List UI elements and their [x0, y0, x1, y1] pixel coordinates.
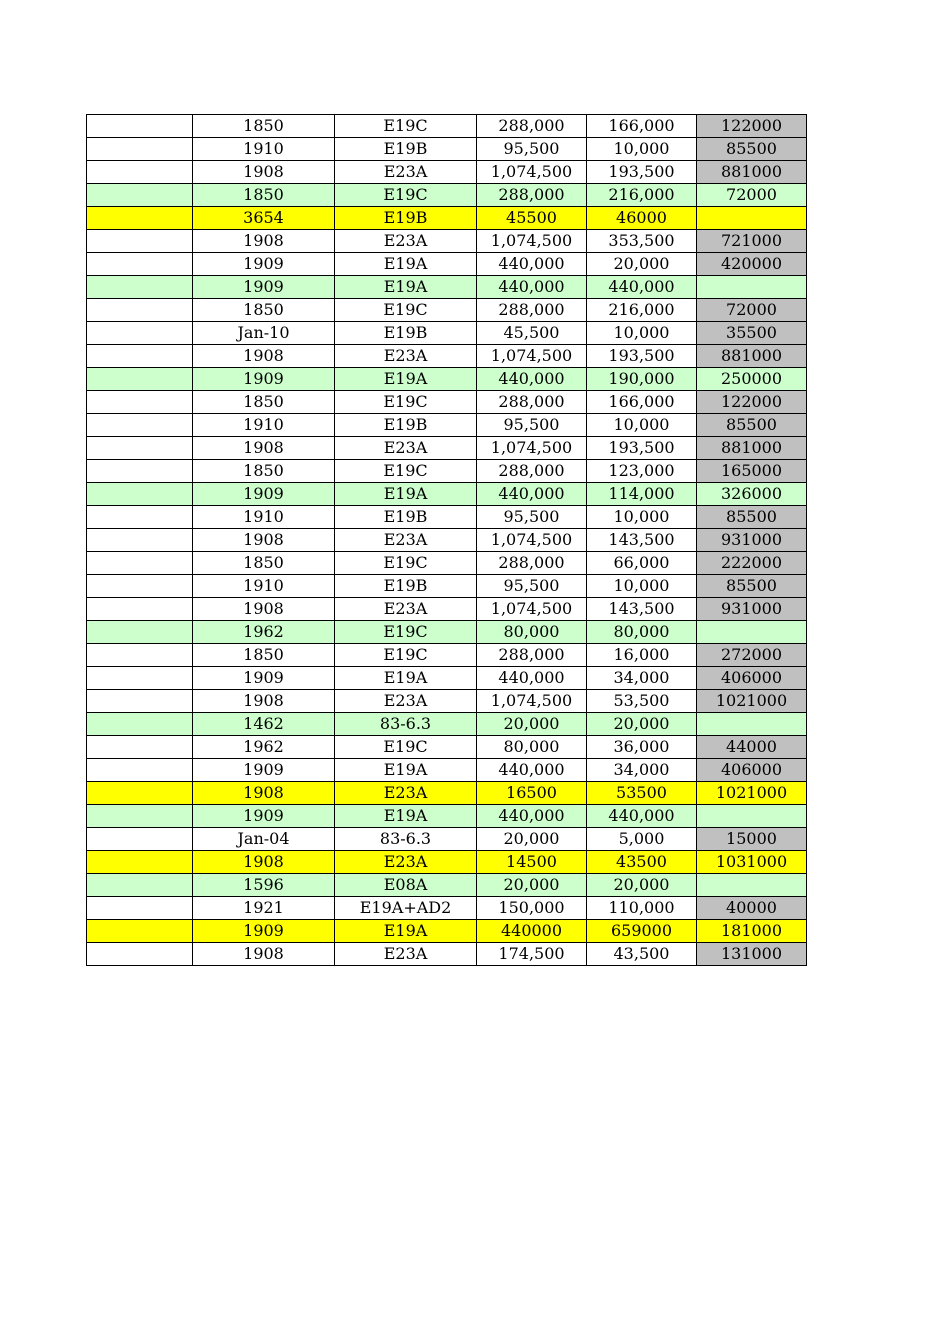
table-cell[interactable]: 20,000	[477, 713, 587, 736]
table-row	[87, 736, 807, 759]
table-cell[interactable]: 181000	[697, 920, 807, 943]
table-cell[interactable]: 190,000	[587, 368, 697, 391]
table-cell[interactable]: E19A	[335, 276, 477, 299]
table-row	[87, 368, 807, 391]
table-cell[interactable]: 659000	[587, 920, 697, 943]
table-cell[interactable]	[697, 713, 807, 736]
table-cell[interactable]: 1908	[193, 437, 335, 460]
table-cell[interactable]: 85500	[697, 575, 807, 598]
table-cell[interactable]: 216,000	[587, 184, 697, 207]
table-cell[interactable]: 1,074,500	[477, 529, 587, 552]
table-cell[interactable]: 165000	[697, 460, 807, 483]
table-cell[interactable]: 122000	[697, 115, 807, 138]
table-cell[interactable]	[87, 874, 193, 897]
table-row	[87, 138, 807, 161]
table-cell[interactable]: E08A	[335, 874, 477, 897]
table-cell[interactable]: 288,000	[477, 115, 587, 138]
table-cell[interactable]: 440,000	[587, 805, 697, 828]
table-cell[interactable]: E19B	[335, 322, 477, 345]
table-cell[interactable]	[697, 874, 807, 897]
table-cell[interactable]: 20,000	[587, 253, 697, 276]
table-cell[interactable]	[87, 598, 193, 621]
table-cell[interactable]	[87, 138, 193, 161]
table-cell[interactable]: E19C	[335, 391, 477, 414]
table-cell[interactable]: 34,000	[587, 759, 697, 782]
table-cell[interactable]: 45,500	[477, 322, 587, 345]
table-cell[interactable]: 1908	[193, 782, 335, 805]
table-cell[interactable]	[87, 414, 193, 437]
table-cell[interactable]: 1910	[193, 138, 335, 161]
table-row	[87, 598, 807, 621]
table-cell[interactable]: 10,000	[587, 506, 697, 529]
table-row	[87, 529, 807, 552]
table-cell[interactable]: 1908	[193, 598, 335, 621]
table-cell[interactable]: E19C	[335, 621, 477, 644]
table-cell[interactable]: E19A	[335, 253, 477, 276]
table-cell[interactable]: 166,000	[587, 391, 697, 414]
table-cell[interactable]: 1962	[193, 621, 335, 644]
table-row	[87, 805, 807, 828]
table-cell[interactable]	[87, 230, 193, 253]
table-row	[87, 276, 807, 299]
table-cell[interactable]: 193,500	[587, 345, 697, 368]
table-row	[87, 115, 807, 138]
table-cell[interactable]	[87, 391, 193, 414]
table-cell[interactable]	[87, 736, 193, 759]
table-cell[interactable]: 20,000	[477, 828, 587, 851]
table-cell[interactable]: 16500	[477, 782, 587, 805]
table-cell[interactable]: 20,000	[477, 874, 587, 897]
table-cell[interactable]: 1462	[193, 713, 335, 736]
table-cell[interactable]: E23A	[335, 598, 477, 621]
table-cell[interactable]: 1850	[193, 115, 335, 138]
table-cell[interactable]: E19C	[335, 460, 477, 483]
table-row	[87, 667, 807, 690]
table-cell[interactable]: E19C	[335, 184, 477, 207]
table-cell[interactable]: 440,000	[477, 368, 587, 391]
table-cell[interactable]: 1908	[193, 690, 335, 713]
table-cell[interactable]	[697, 207, 807, 230]
table-row	[87, 713, 807, 736]
table-cell[interactable]	[87, 851, 193, 874]
table-cell[interactable]: 95,500	[477, 138, 587, 161]
table-cell[interactable]	[87, 437, 193, 460]
table-cell[interactable]: 288,000	[477, 552, 587, 575]
table-cell[interactable]: 1,074,500	[477, 690, 587, 713]
table-cell[interactable]	[697, 276, 807, 299]
table-body	[87, 115, 807, 966]
table-cell[interactable]: E19C	[335, 115, 477, 138]
table-cell[interactable]	[87, 575, 193, 598]
table-cell[interactable]: 1,074,500	[477, 345, 587, 368]
table-cell[interactable]	[87, 805, 193, 828]
table-cell[interactable]	[87, 161, 193, 184]
table-cell[interactable]: E19A	[335, 759, 477, 782]
table-cell[interactable]: 440000	[477, 920, 587, 943]
table-cell[interactable]: 216,000	[587, 299, 697, 322]
table-row	[87, 943, 807, 966]
table-cell[interactable]: 45500	[477, 207, 587, 230]
table-cell[interactable]	[87, 782, 193, 805]
table-cell[interactable]: 931000	[697, 529, 807, 552]
table-cell[interactable]: 288,000	[477, 184, 587, 207]
table-cell[interactable]: 1908	[193, 161, 335, 184]
table-cell[interactable]: 83-6.3	[335, 713, 477, 736]
table-cell[interactable]	[87, 943, 193, 966]
table-cell[interactable]: 43,500	[587, 943, 697, 966]
table-cell[interactable]: 114,000	[587, 483, 697, 506]
table-cell[interactable]: 1909	[193, 368, 335, 391]
table-cell[interactable]: 95,500	[477, 575, 587, 598]
table-row	[87, 851, 807, 874]
table-cell[interactable]: E23A	[335, 230, 477, 253]
table-cell[interactable]: 881000	[697, 437, 807, 460]
table-cell[interactable]: E19C	[335, 552, 477, 575]
table-cell[interactable]: 10,000	[587, 414, 697, 437]
table-row	[87, 644, 807, 667]
table-cell[interactable]: 95,500	[477, 506, 587, 529]
table-cell[interactable]: 80,000	[477, 736, 587, 759]
table-cell[interactable]	[87, 322, 193, 345]
table-cell[interactable]	[87, 184, 193, 207]
table-row	[87, 230, 807, 253]
table-cell[interactable]: 1909	[193, 920, 335, 943]
table-cell[interactable]: 326000	[697, 483, 807, 506]
table-cell[interactable]: 110,000	[587, 897, 697, 920]
table-cell[interactable]: 1909	[193, 805, 335, 828]
table-cell[interactable]: 10,000	[587, 322, 697, 345]
table-cell[interactable]: 193,500	[587, 437, 697, 460]
table-row	[87, 621, 807, 644]
table-cell[interactable]: 66,000	[587, 552, 697, 575]
table-cell[interactable]	[87, 621, 193, 644]
table-cell[interactable]	[697, 621, 807, 644]
table-row	[87, 782, 807, 805]
table-row	[87, 437, 807, 460]
table-cell[interactable]: 1,074,500	[477, 437, 587, 460]
table-cell[interactable]	[697, 805, 807, 828]
table-cell[interactable]: 1909	[193, 276, 335, 299]
table-cell[interactable]: 1909	[193, 759, 335, 782]
table-cell[interactable]: 3654	[193, 207, 335, 230]
table-cell[interactable]: 440,000	[477, 759, 587, 782]
table-cell[interactable]	[87, 552, 193, 575]
table-cell[interactable]: 1962	[193, 736, 335, 759]
table-cell[interactable]: 1,074,500	[477, 598, 587, 621]
table-row	[87, 299, 807, 322]
table-cell[interactable]: 143,500	[587, 529, 697, 552]
table-cell[interactable]: 881000	[697, 345, 807, 368]
table-cell[interactable]: 44000	[697, 736, 807, 759]
table-cell[interactable]: E19B	[335, 414, 477, 437]
table-cell[interactable]: 193,500	[587, 161, 697, 184]
table-cell[interactable]: 440,000	[477, 483, 587, 506]
table-cell[interactable]: 1021000	[697, 782, 807, 805]
table-cell[interactable]: 10,000	[587, 138, 697, 161]
table-cell[interactable]: 1908	[193, 943, 335, 966]
table-cell[interactable]: E19B	[335, 138, 477, 161]
table-cell[interactable]: 288,000	[477, 299, 587, 322]
table-cell[interactable]: E19B	[335, 207, 477, 230]
table-cell[interactable]: 1908	[193, 345, 335, 368]
table-cell[interactable]: 1910	[193, 414, 335, 437]
table-cell[interactable]: 122000	[697, 391, 807, 414]
table-cell[interactable]: E23A	[335, 943, 477, 966]
table-cell[interactable]: E19A	[335, 483, 477, 506]
table-cell[interactable]: 353,500	[587, 230, 697, 253]
table-cell[interactable]	[87, 253, 193, 276]
table-cell[interactable]: 1910	[193, 575, 335, 598]
table-cell[interactable]: 288,000	[477, 644, 587, 667]
table-cell[interactable]	[87, 506, 193, 529]
table-cell[interactable]: E23A	[335, 161, 477, 184]
table-cell[interactable]: 40000	[697, 897, 807, 920]
table-cell[interactable]: 1850	[193, 460, 335, 483]
table-cell[interactable]: 95,500	[477, 414, 587, 437]
table-row	[87, 207, 807, 230]
table-cell[interactable]: 420000	[697, 253, 807, 276]
table-cell[interactable]: 1850	[193, 299, 335, 322]
table-cell[interactable]: 1021000	[697, 690, 807, 713]
table-cell[interactable]: 43500	[587, 851, 697, 874]
table-cell[interactable]: 85500	[697, 138, 807, 161]
table-cell[interactable]: 406000	[697, 667, 807, 690]
table-cell[interactable]: E19C	[335, 736, 477, 759]
table-cell[interactable]: E19A	[335, 920, 477, 943]
table-cell[interactable]: 250000	[697, 368, 807, 391]
table-cell[interactable]	[87, 483, 193, 506]
table-cell[interactable]: E23A	[335, 529, 477, 552]
table-cell[interactable]: 1908	[193, 529, 335, 552]
table-row	[87, 506, 807, 529]
table-cell[interactable]: 20,000	[587, 713, 697, 736]
table-cell[interactable]	[87, 920, 193, 943]
table-cell[interactable]: 931000	[697, 598, 807, 621]
table-cell[interactable]: 53,500	[587, 690, 697, 713]
table-cell[interactable]: 143,500	[587, 598, 697, 621]
table-cell[interactable]: 14500	[477, 851, 587, 874]
data-table	[86, 114, 807, 966]
table-cell[interactable]: Jan-04	[193, 828, 335, 851]
table-cell[interactable]: 1909	[193, 253, 335, 276]
table-row	[87, 253, 807, 276]
table-cell[interactable]: 53500	[587, 782, 697, 805]
table-cell[interactable]: 1909	[193, 483, 335, 506]
table-row	[87, 690, 807, 713]
table-cell[interactable]: E23A	[335, 851, 477, 874]
table-cell[interactable]	[87, 897, 193, 920]
table-cell[interactable]: 440,000	[477, 667, 587, 690]
table-cell[interactable]: 1031000	[697, 851, 807, 874]
table-cell[interactable]: 72000	[697, 299, 807, 322]
table-row	[87, 874, 807, 897]
table-cell[interactable]: 34,000	[587, 667, 697, 690]
table-row	[87, 483, 807, 506]
table-cell[interactable]: E23A	[335, 345, 477, 368]
table-cell[interactable]: 166,000	[587, 115, 697, 138]
table-cell[interactable]: E19A	[335, 368, 477, 391]
table-row	[87, 897, 807, 920]
table-cell[interactable]: 1850	[193, 552, 335, 575]
table-cell[interactable]: 83-6.3	[335, 828, 477, 851]
table-cell[interactable]	[87, 759, 193, 782]
table-row	[87, 322, 807, 345]
table-cell[interactable]: 272000	[697, 644, 807, 667]
table-cell[interactable]: 440,000	[587, 276, 697, 299]
table-cell[interactable]	[87, 667, 193, 690]
table-cell[interactable]: 1909	[193, 667, 335, 690]
table-cell[interactable]: 16,000	[587, 644, 697, 667]
table-cell[interactable]: 46000	[587, 207, 697, 230]
table-row	[87, 759, 807, 782]
table-cell[interactable]: 288,000	[477, 391, 587, 414]
table-cell[interactable]: 881000	[697, 161, 807, 184]
table-cell[interactable]: 440,000	[477, 276, 587, 299]
table-cell[interactable]: 80,000	[477, 621, 587, 644]
table-cell[interactable]: 1850	[193, 391, 335, 414]
table-row	[87, 552, 807, 575]
table-cell[interactable]: 222000	[697, 552, 807, 575]
table-row	[87, 161, 807, 184]
table-cell[interactable]	[87, 345, 193, 368]
table-cell[interactable]: E19C	[335, 299, 477, 322]
table-cell[interactable]	[87, 828, 193, 851]
table-cell[interactable]: 174,500	[477, 943, 587, 966]
spreadsheet	[86, 114, 807, 966]
table-cell[interactable]: 20,000	[587, 874, 697, 897]
table-cell[interactable]	[87, 529, 193, 552]
table-cell[interactable]: 721000	[697, 230, 807, 253]
table-cell[interactable]: 440,000	[477, 805, 587, 828]
table-cell[interactable]: 406000	[697, 759, 807, 782]
table-cell[interactable]	[87, 713, 193, 736]
table-cell[interactable]	[87, 207, 193, 230]
table-cell[interactable]: 1,074,500	[477, 230, 587, 253]
table-cell[interactable]: 72000	[697, 184, 807, 207]
table-row	[87, 828, 807, 851]
table-cell[interactable]: 36,000	[587, 736, 697, 759]
table-cell[interactable]: 1596	[193, 874, 335, 897]
table-cell[interactable]: 1850	[193, 184, 335, 207]
table-cell[interactable]	[87, 115, 193, 138]
table-cell[interactable]: 288,000	[477, 460, 587, 483]
table-row	[87, 184, 807, 207]
table-row	[87, 460, 807, 483]
table-row	[87, 345, 807, 368]
table-cell[interactable]: Jan-10	[193, 322, 335, 345]
table-cell[interactable]: E19A+AD2	[335, 897, 477, 920]
table-cell[interactable]: 35500	[697, 322, 807, 345]
table-cell[interactable]	[87, 644, 193, 667]
table-cell[interactable]: E23A	[335, 782, 477, 805]
table-cell[interactable]: 1921	[193, 897, 335, 920]
table-cell[interactable]: E19B	[335, 506, 477, 529]
table-cell[interactable]: 5,000	[587, 828, 697, 851]
table-cell[interactable]: 150,000	[477, 897, 587, 920]
table-cell[interactable]: 80,000	[587, 621, 697, 644]
table-row	[87, 575, 807, 598]
table-cell[interactable]: 15000	[697, 828, 807, 851]
table-cell[interactable]	[87, 368, 193, 391]
table-cell[interactable]: 85500	[697, 506, 807, 529]
table-cell[interactable]: E19A	[335, 667, 477, 690]
table-cell[interactable]	[87, 690, 193, 713]
table-cell[interactable]: 440,000	[477, 253, 587, 276]
table-cell[interactable]: 10,000	[587, 575, 697, 598]
table-cell[interactable]: 1,074,500	[477, 161, 587, 184]
table-cell[interactable]: E23A	[335, 690, 477, 713]
table-row	[87, 414, 807, 437]
table-cell[interactable]: 131000	[697, 943, 807, 966]
table-cell[interactable]: 123,000	[587, 460, 697, 483]
table-cell[interactable]: 85500	[697, 414, 807, 437]
table-row	[87, 920, 807, 943]
table-cell[interactable]	[87, 460, 193, 483]
table-cell[interactable]: 1910	[193, 506, 335, 529]
table-cell[interactable]: 1908	[193, 230, 335, 253]
table-cell[interactable]: E19A	[335, 805, 477, 828]
table-cell[interactable]: E19B	[335, 575, 477, 598]
table-row	[87, 391, 807, 414]
table-cell[interactable]: 1908	[193, 851, 335, 874]
table-cell[interactable]: 1850	[193, 644, 335, 667]
table-cell[interactable]	[87, 276, 193, 299]
table-cell[interactable]: E19C	[335, 644, 477, 667]
table-cell[interactable]	[87, 299, 193, 322]
table-cell[interactable]: E23A	[335, 437, 477, 460]
